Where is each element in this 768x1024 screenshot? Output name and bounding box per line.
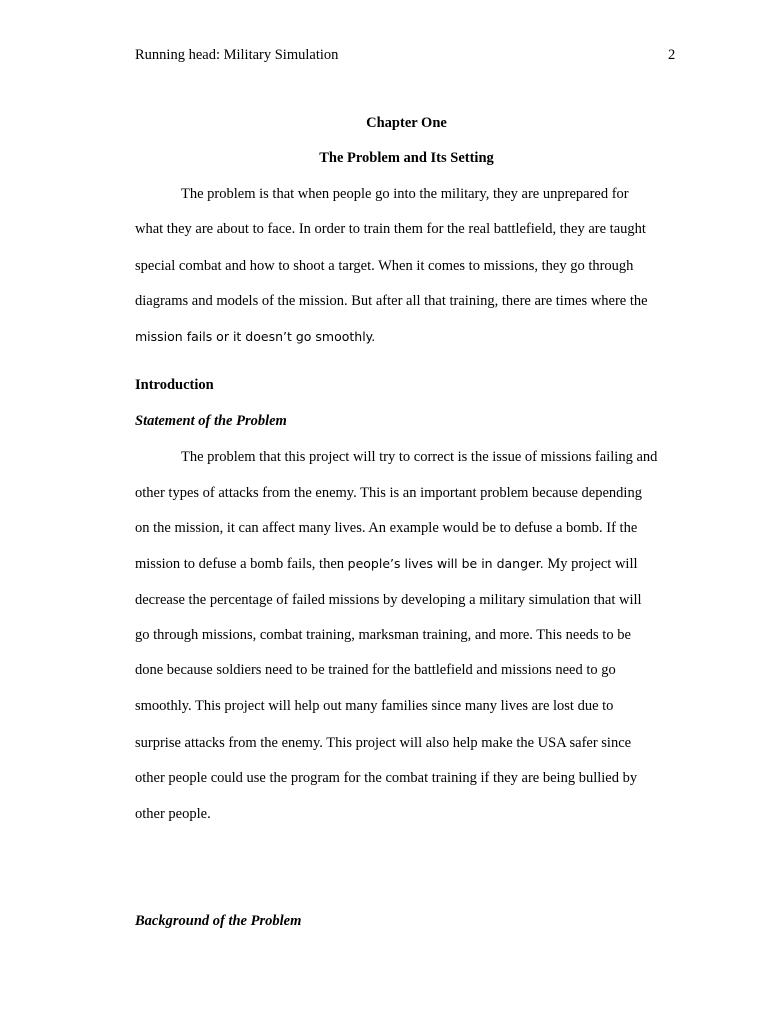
statement-line: other types of attacks from the enemy. This is an important problem because depending bbox=[135, 485, 642, 501]
statement-line-part: My project will bbox=[543, 556, 638, 572]
statement-line-part: mission to defuse a bomb fails, then bbox=[135, 556, 348, 572]
statement-line-part: people’s lives will be in danger. bbox=[347, 556, 544, 571]
introduction-heading: Introduction bbox=[135, 377, 214, 393]
statement-line bbox=[135, 555, 638, 573]
statement-line: other people could use the program for the combat training if they are being bullied by bbox=[135, 770, 638, 786]
running-head: Running head: Military Simulation bbox=[135, 47, 339, 63]
page-number: 2 bbox=[668, 47, 676, 63]
statement-line: decrease the percentage of failed missions by developing a military simulation that will bbox=[135, 592, 642, 608]
chapter-subtitle: The Problem and Its Setting bbox=[319, 150, 494, 166]
intro-line: diagrams and models of the mission. But after all that training, there are times where the bbox=[135, 293, 648, 309]
intro-line: The problem is that when people go into the military, they are unprepared for bbox=[181, 186, 629, 202]
statement-line: on the mission, it can affect many lives. An example would be to defuse a bomb. If the bbox=[135, 520, 638, 536]
statement-line: The problem that this project will try to correct is the issue of missions failing and bbox=[181, 449, 658, 465]
statement-line: other people. bbox=[135, 806, 211, 822]
intro-line: mission fails or it doesn’t go smoothly. bbox=[135, 329, 376, 344]
chapter-title: Chapter One bbox=[366, 115, 447, 131]
background-heading: Background of the Problem bbox=[135, 913, 302, 929]
statement-line: go through missions, combat training, marksman training, and more. This needs to be bbox=[135, 627, 631, 643]
statement-heading: Statement of the Problem bbox=[135, 413, 287, 429]
statement-line: surprise attacks from the enemy. This project will also help make the USA safer since bbox=[135, 735, 632, 751]
intro-line: special combat and how to shoot a target. When it comes to missions, they go through bbox=[135, 258, 634, 274]
statement-line: done because soldiers need to be trained for the battlefield and missions need to go bbox=[135, 662, 616, 678]
statement-line: smoothly. This project will help out many families since many lives are lost due to bbox=[135, 698, 614, 714]
intro-line: what they are about to face. In order to train them for the real battlefield, they are taught bbox=[135, 221, 646, 237]
